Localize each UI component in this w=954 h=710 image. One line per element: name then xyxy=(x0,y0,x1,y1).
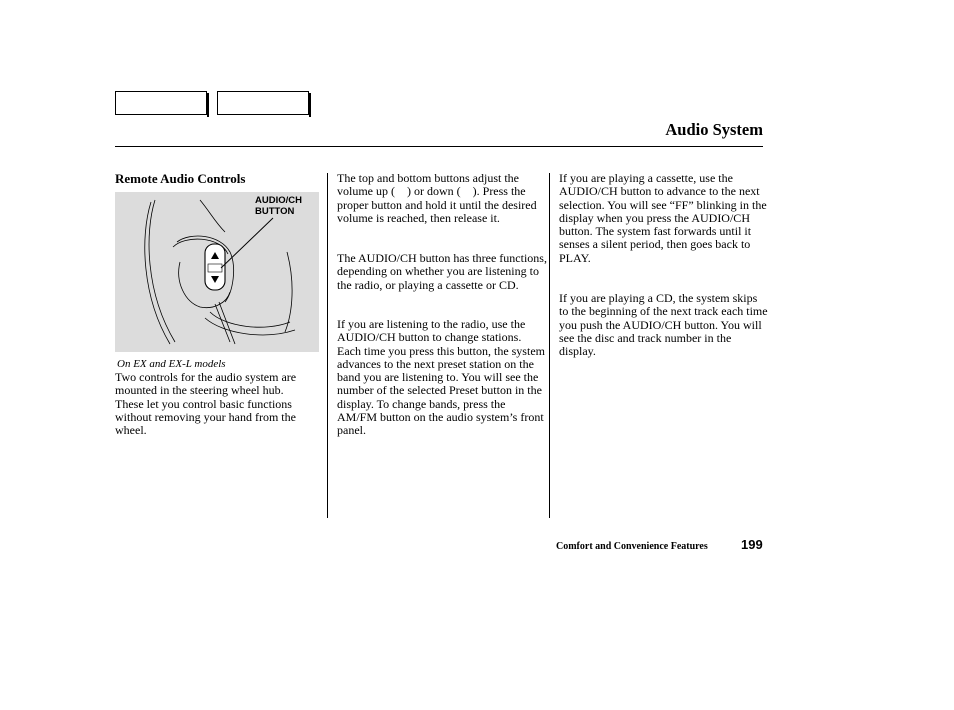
figure-caption: On EX and EX-L models xyxy=(117,358,226,370)
title-rule xyxy=(115,146,763,147)
cd-paragraph: If you are playing a CD, the system skips to the beginning of the next track each time you push the AUDIO/CH button. You will see the disc and track number in the display. xyxy=(559,291,768,359)
intro-paragraph: Two controls for the audio system are mounted in the steering wheel hub. These let you control basic functions without removing your hand from the wheel. xyxy=(115,370,297,438)
steering-wheel-figure xyxy=(115,192,319,352)
nav-previous-button[interactable] xyxy=(115,91,207,115)
footer-section-label: Comfort and Convenience Features xyxy=(556,541,708,552)
nav-next-button[interactable] xyxy=(217,91,309,115)
column-divider xyxy=(549,173,550,518)
cassette-paragraph: If you are playing a cassette, use the AUDIO/CH button to advance to the next selection. You will see “FF” blinking in the display when you press the AUDIO/CH button. The system fast forwards until it senses a silent period, then goes back to PLAY. xyxy=(559,171,767,265)
section-heading: Remote Audio Controls xyxy=(115,171,246,186)
audio-ch-functions-paragraph: The AUDIO/CH button has three functions, depending on whether you are listening to the radio, or playing a cassette or CD. xyxy=(337,251,547,292)
volume-paragraph: The top and bottom buttons adjust the volume up ( ) or down ( ). Press the proper button and hold it until the desired volume is reached, then release it. xyxy=(337,171,537,225)
page-number: 199 xyxy=(741,537,763,552)
page-title: Audio System xyxy=(665,120,763,139)
audio-ch-button-callout: AUDIO/CH BUTTON xyxy=(255,195,302,217)
radio-paragraph: If you are listening to the radio, use the AUDIO/CH button to change stations. Each time you press this button, the system advances to the next preset station on the band you are listening to. You will see the number of the selected Preset button in the display. To change bands, press the AM/FM button on the audio system’s front panel. xyxy=(337,317,545,438)
column-divider xyxy=(327,173,328,518)
